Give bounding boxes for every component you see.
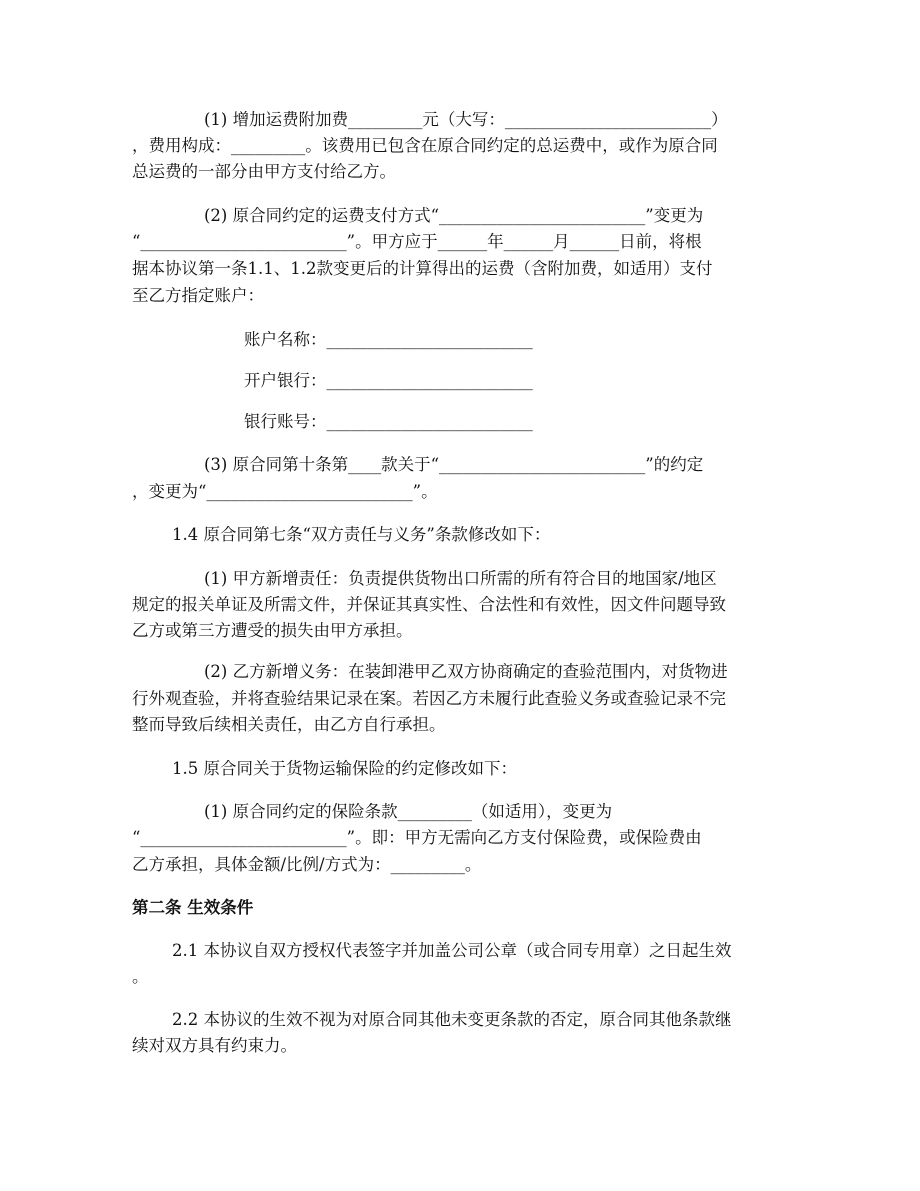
clause-1-3-2-line-3: 据本协议第一条1.1、1.2款变更后的计算得出的运费（含附加费，如适用）支付	[132, 259, 713, 278]
clause-1-5-heading: 1.5 原合同关于货物运输保险的约定修改如下：	[172, 759, 517, 778]
clause-2-2-line-1: 2.2 本协议的生效不视为对原合同其他未变更条款的否定，原合同其他条款继	[172, 1010, 732, 1029]
clause-1-3-3-line-2: ，变更为“_________________________”。	[132, 482, 438, 501]
clause-1-4-1-line-3: 乙方或第三方遭受的损失由甲方承担。	[132, 621, 413, 640]
article-2-title: 第二条 生效条件	[132, 898, 254, 917]
clause-1-4-2-line-3: 整而导致后续相关责任，由乙方自行承担。	[132, 715, 446, 734]
clause-1-3-2-line-4: 至乙方指定账户：	[132, 286, 264, 305]
bank-name-field: 开户银行：_________________________	[244, 371, 533, 390]
clause-1-3-2-line-1: (2) 原合同约定的运费支付方式“_________________________”变更为	[204, 206, 704, 225]
clause-1-5-1-line-3: 乙方承担，具体金额/比例/方式为：_________。	[132, 855, 482, 874]
clause-1-4-2-line-1: (2) 乙方新增义务：在装卸港甲乙双方协商确定的查验范围内，对货物进	[204, 662, 728, 681]
clause-1-5-1-line-2: “_________________________”。即：甲方无需向乙方支付保险费，或保险费由	[132, 828, 702, 847]
clause-1-4-2-line-2: 行外观查验，并将查验结果记录在案。若因乙方未履行此查验义务或查验记录不完	[132, 689, 726, 708]
clause-1-3-3-line-1: (3) 原合同第十条第____款关于“_________________________”的约定	[204, 455, 704, 474]
clause-2-1-line-2: 。	[132, 967, 149, 986]
clause-2-1-line-1: 2.1 本协议自双方授权代表签字并加盖公司公章（或合同专用章）之日起生效	[172, 941, 732, 960]
clause-1-3-1-line-3: 总运费的一部分由甲方支付给乙方。	[132, 162, 396, 181]
clause-2-2-line-2: 续对双方具有约束力。	[132, 1036, 297, 1055]
clause-1-3-1-line-1: (1) 增加运费附加费_________元（大写：_________________________）	[204, 110, 728, 129]
clause-1-3-1-line-2: ，费用构成：_________。该费用已包含在原合同约定的总运费中，或作为原合同	[132, 136, 718, 155]
clause-1-5-1-line-1: (1) 原合同约定的保险条款_________（如适用），变更为	[204, 802, 613, 821]
clause-1-4-1-line-2: 规定的报关单证及所需文件，并保证其真实性、合法性和有效性，因文件问题导致	[132, 595, 726, 614]
clause-1-3-2-line-2: “_________________________”。甲方应于______年______月______日前，将根	[132, 232, 702, 251]
account-name-field: 账户名称：_________________________	[244, 330, 533, 349]
bank-account-field: 银行账号：_________________________	[244, 412, 533, 431]
clause-1-4-1-line-1: (1) 甲方新增责任：负责提供货物出口所需的所有符合目的地国家/地区	[204, 569, 717, 588]
clause-1-4-heading: 1.4 原合同第七条“双方责任与义务”条款修改如下：	[172, 525, 551, 544]
